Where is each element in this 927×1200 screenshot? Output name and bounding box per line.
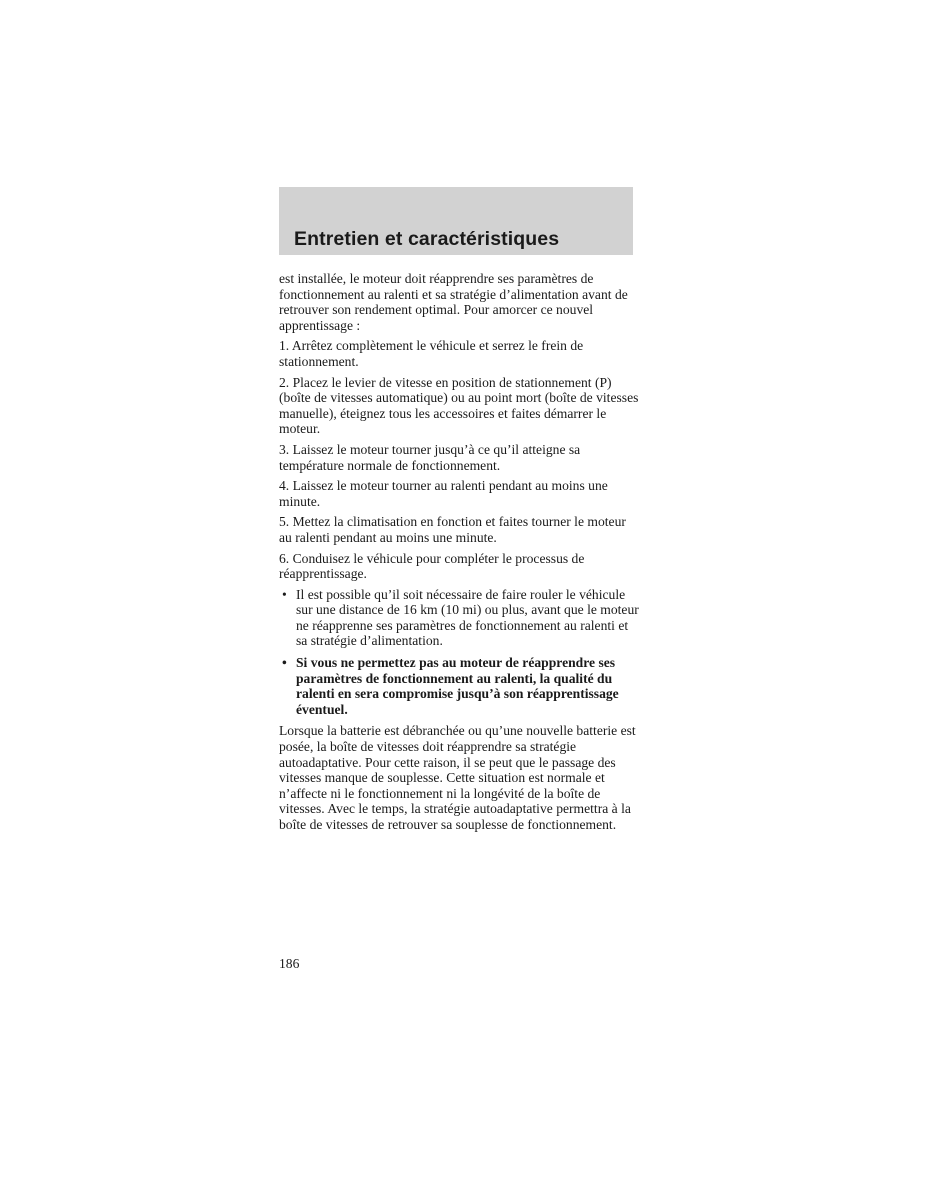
body-text bbox=[279, 271, 639, 838]
bullet-item bbox=[279, 587, 639, 649]
bullet-text-warning: Si vous ne permettez pas au moteur de réapprendre ses paramètres de fonctionnement au ralenti, la qualité du ralenti en sera compromise jusqu’à son réapprentissage éventuel. bbox=[296, 655, 619, 717]
step-1: 1. Arrêtez complètement le véhicule et serrez le frein de stationnement. bbox=[279, 338, 584, 369]
step-4: 4. Laissez le moteur tourner au ralenti pendant au moins une minute. bbox=[279, 478, 608, 509]
intro-paragraph: est installée, le moteur doit réapprendre ses paramètres de fonctionnement au ralenti et sa stratégie d’alimentation avant de retrouver son rendement optimal. Pour amorcer ce nouvel apprentissage : bbox=[279, 271, 628, 333]
step-2: 2. Placez le levier de vitesse en position de stationnement (P) (boîte de vitesses automatique) ou au point mort (boîte de vitesses manuelle), éteignez tous les accessoires et faites démarrer le moteur. bbox=[279, 374, 639, 437]
bullet-icon: • bbox=[282, 586, 287, 602]
step-5: 5. Mettez la climatisation en fonction et faites tourner le moteur au ralenti pendant au moins une minute. bbox=[279, 514, 626, 545]
page-number: 186 bbox=[279, 956, 300, 971]
bullet-text: Il est possible qu’il soit nécessaire de faire rouler le véhicule sur une distance de 16 km (10 mi) ou plus, avant que le moteur ne réapprenne ses paramètres de fonctionnement au ralenti et sa stratégie d’alimentation. bbox=[296, 586, 639, 649]
bullet-list bbox=[279, 587, 639, 718]
closing-paragraph: Lorsque la batterie est débranchée ou qu’une nouvelle batterie est posée, la boîte de vitesses doit réapprendre sa stratégie autoadaptative. Pour cette raison, il se peut que le passage des vitesses manque de souplesse. Cette situation est normale et n’affecte ni le fonctionnement ni la longévité de la boîte de vitesses. Avec le temps, la stratégie autoadaptative permettra à la boîte de vitesses de retrouver sa souplesse de fonctionnement. bbox=[279, 723, 636, 832]
section-title: Entretien et caractéristiques bbox=[294, 228, 560, 250]
step-6: 6. Conduisez le véhicule pour compléter le processus de réapprentissage. bbox=[279, 550, 585, 582]
bullet-icon: • bbox=[282, 655, 287, 671]
section-header bbox=[279, 187, 633, 255]
step-3: 3. Laissez le moteur tourner jusqu’à ce qu’il atteigne sa température normale de fonctionnement. bbox=[279, 441, 581, 473]
bullet-item-warning bbox=[279, 655, 639, 717]
